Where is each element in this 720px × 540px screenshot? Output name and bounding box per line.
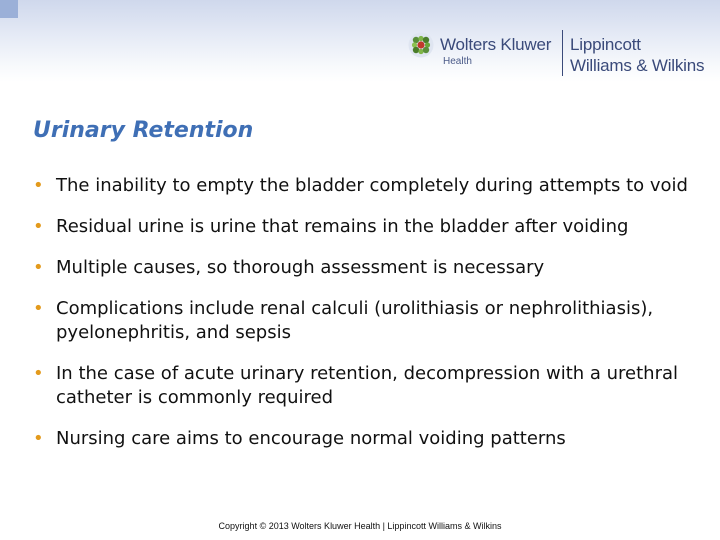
bullet-text: In the case of acute urinary retention, decompression with a urethral catheter is commonly required: [56, 363, 679, 408]
bullet-item: [33, 215, 705, 239]
bullet-text: The inability to empty the bladder completely during attempts to void: [56, 175, 688, 196]
publisher-logo: [406, 26, 718, 82]
bullet-item: [33, 427, 705, 451]
bullet-dot-icon: •: [33, 363, 44, 384]
logo-division: Health: [443, 56, 472, 67]
bullet-dot-icon: •: [33, 428, 44, 449]
bullet-dot-icon: •: [33, 298, 44, 319]
corner-mark: [0, 0, 18, 18]
logo-divider: [562, 30, 563, 76]
bullet-item: [33, 297, 705, 345]
logo-brand-name: Wolters Kluwer: [440, 35, 552, 54]
logo-partner-line1: Lippincott: [570, 35, 641, 54]
wolters-kluwer-globe-icon: [408, 32, 434, 58]
bullet-text: Residual urine is urine that remains in the bladder after voiding: [56, 216, 629, 237]
logo-partner-line2: Williams & Wilkins: [570, 56, 705, 75]
bullet-item: [33, 256, 705, 280]
bullet-list: [33, 174, 705, 468]
bullet-dot-icon: •: [33, 175, 44, 196]
bullet-dot-icon: •: [33, 216, 44, 237]
bullet-text: Nursing care aims to encourage normal voiding patterns: [56, 428, 566, 449]
bullet-item: [33, 174, 705, 198]
bullet-dot-icon: •: [33, 257, 44, 278]
bullet-item: [33, 362, 705, 410]
bullet-text: Complications include renal calculi (urolithiasis or nephrolithiasis), pyelonephritis, and sepsis: [56, 298, 654, 343]
copyright-footer: Copyright © 2013 Wolters Kluwer Health | Lippincott Williams & Wilkins: [218, 521, 502, 531]
slide-title: Urinary Retention: [33, 118, 254, 143]
bullet-text: Multiple causes, so thorough assessment is necessary: [56, 257, 545, 278]
